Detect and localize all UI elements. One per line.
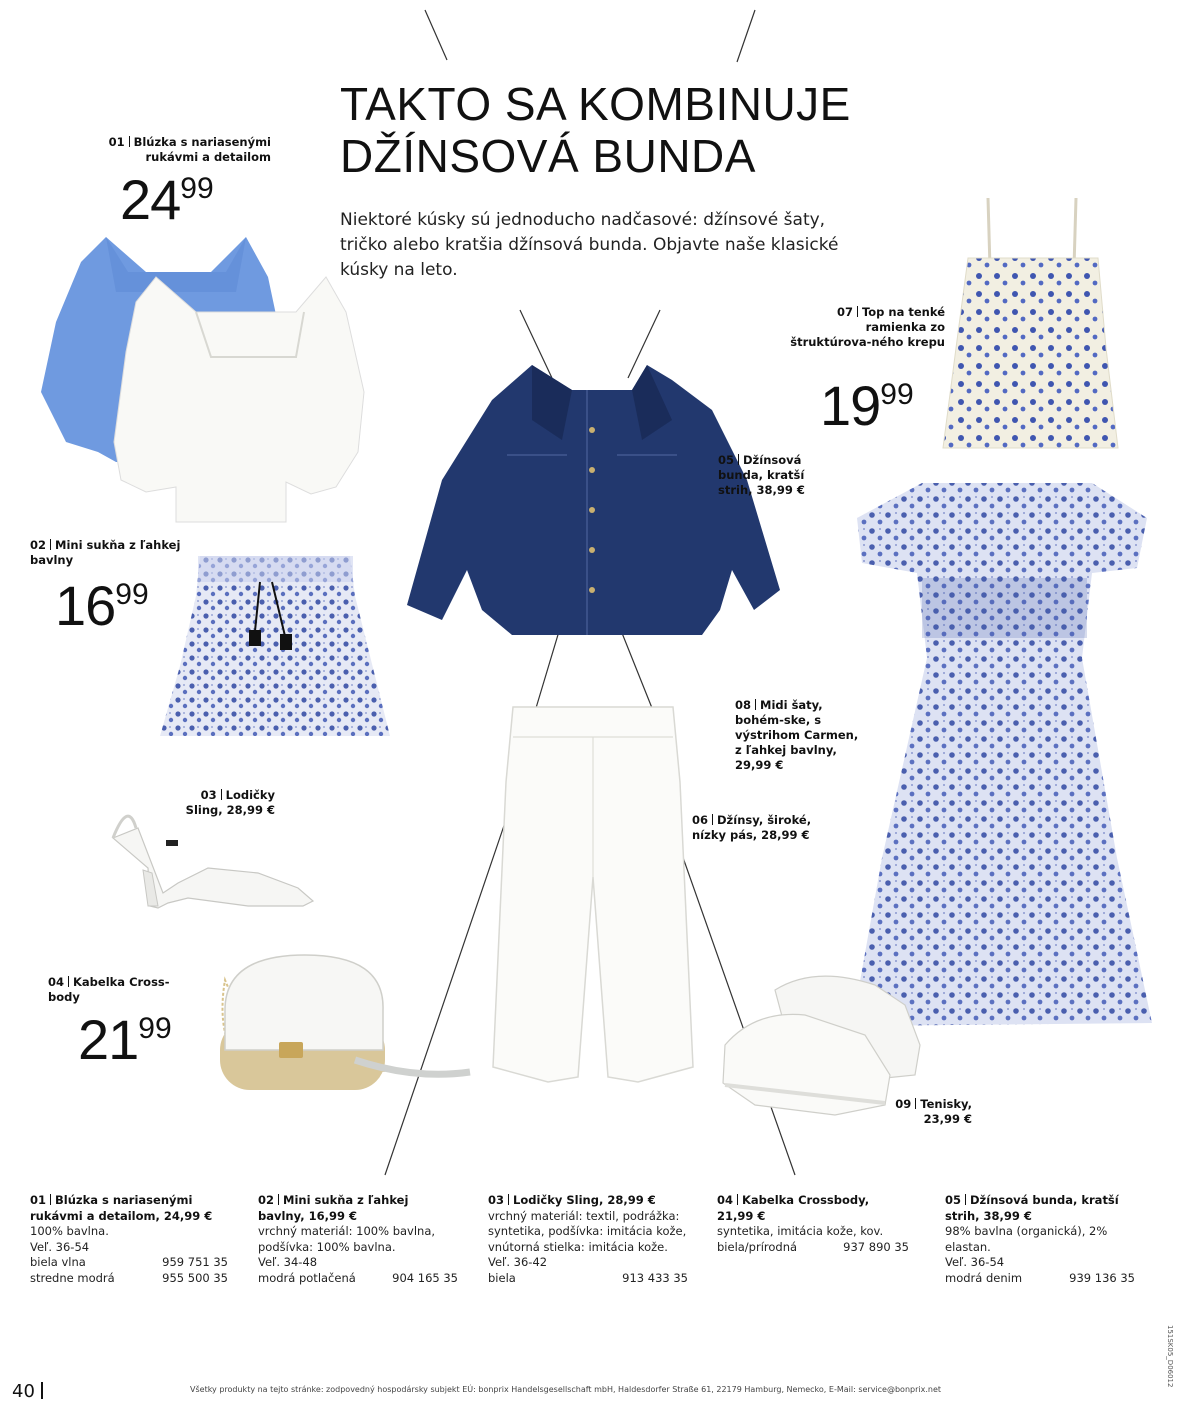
label-08-text: Midi šaty, bohém-ske, s výstrihom Carmen, z ľahkej bavlny, 29,99 € xyxy=(735,698,859,772)
variant-color: modrá potlačená xyxy=(258,1270,356,1285)
label-07-num: 07 xyxy=(836,305,853,319)
variant-code: 955 500 35 xyxy=(162,1270,228,1285)
label-03 xyxy=(170,788,275,818)
detail-04-title: Kabelka Crossbody, 21,99 € xyxy=(717,1193,870,1223)
mini-skirt-image xyxy=(160,556,390,746)
label-06-text: Džínsy, široké, nízky pás, 28,99 € xyxy=(692,813,812,842)
detail-02-title: Mini sukňa z ľahkej bavlny, 16,99 € xyxy=(258,1193,409,1223)
label-06 xyxy=(692,813,832,843)
variant-color: stredne modrá xyxy=(30,1270,115,1285)
catalog-code: 151SK05_D06012 xyxy=(1166,1325,1174,1388)
detail-01-line: 100% bavlna. xyxy=(30,1224,109,1238)
detail-05-line: 98% bavlna (organická), 2% elastan. xyxy=(945,1224,1108,1254)
detail-05-line: Veľ. 36-54 xyxy=(945,1255,1005,1269)
detail-05-title: Džínsová bunda, kratší strih, 38,99 € xyxy=(945,1193,1119,1223)
detail-03-line: vrchný materiál: textil, podrážka: syntetika, podšívka: imitácia kože, vnútorná stielka: imitácia kože. xyxy=(488,1208,687,1254)
label-03-num: 03 xyxy=(200,788,217,802)
page-number-bar xyxy=(41,1382,43,1399)
detail-05-variant xyxy=(945,1271,1135,1287)
detail-04-line: syntetika, imitácia kože, kov. xyxy=(717,1224,884,1238)
crossbody-bag-image xyxy=(205,950,475,1105)
label-01 xyxy=(75,135,271,165)
label-01-text: Blúzka s nariasenými rukávmi a detailom xyxy=(133,135,271,164)
detail-01-num: 01 xyxy=(30,1193,47,1207)
detail-02 xyxy=(258,1193,458,1286)
headline-line-1: TAKTO SA KOMBINUJE xyxy=(340,78,851,130)
label-05 xyxy=(718,453,823,498)
detail-01-variant xyxy=(30,1255,228,1271)
detail-04-num: 04 xyxy=(717,1193,734,1207)
detail-01 xyxy=(30,1193,228,1286)
label-04-text: Kabelka Cross-body xyxy=(48,975,170,1004)
detail-03-line: Veľ. 36-42 xyxy=(488,1255,548,1269)
variant-code: 913 433 35 xyxy=(622,1270,688,1285)
label-02-num: 02 xyxy=(30,538,47,552)
price-07-dec: 99 xyxy=(880,378,914,411)
price-07 xyxy=(820,374,914,437)
price-04-dec: 99 xyxy=(138,1012,172,1045)
variant-color: biela xyxy=(488,1270,516,1285)
label-03-text: Lodičky Sling, 28,99 € xyxy=(185,788,275,817)
variant-code: 904 165 35 xyxy=(392,1270,458,1285)
detail-03-variant xyxy=(488,1271,688,1287)
page-number xyxy=(12,1381,43,1402)
label-04-num: 04 xyxy=(48,975,65,989)
detail-05 xyxy=(945,1193,1135,1286)
label-06-num: 06 xyxy=(692,813,709,827)
intro-text: Niektoré kúsky sú jednoducho nadčasové: džínsové šaty, tričko alebo kratšia džínsová bunda. Objavte naše klasické kúsky na leto. xyxy=(340,210,839,280)
detail-03 xyxy=(488,1193,688,1286)
variant-color: modrá denim xyxy=(945,1270,1023,1285)
price-07-int: 19 xyxy=(820,374,881,437)
detail-01-line: Veľ. 36-54 xyxy=(30,1239,90,1254)
price-01 xyxy=(120,168,214,231)
label-08 xyxy=(735,698,865,773)
label-07-text: Top na tenké ramienka zo štruktúrova-ného krepu xyxy=(790,305,945,349)
price-02 xyxy=(55,574,149,637)
label-02-text: Mini sukňa z ľahkej bavlny xyxy=(30,538,181,567)
price-04-int: 21 xyxy=(78,1008,139,1071)
variant-color: biela vlna xyxy=(30,1255,86,1269)
label-05-num: 05 xyxy=(718,453,735,467)
label-05-text: Džínsová bunda, kratší strih, 38,99 € xyxy=(718,453,805,497)
price-01-dec: 99 xyxy=(180,172,214,205)
legal-disclaimer: Všetky produkty na tejto stránke: zodpovedný hospodársky subjekt EÚ: bonprix Handelsgesellschaft mbH, Haldesdorfer Straße 61, 22179 Hamburg, Nemecko, E-Mail: service@bonprix.net xyxy=(190,1385,942,1394)
detail-04-variant xyxy=(717,1240,909,1256)
detail-01-title: Blúzka s nariasenými rukávmi a detailom, 24,99 € xyxy=(30,1193,213,1223)
price-01-int: 24 xyxy=(120,168,181,231)
detail-03-num: 03 xyxy=(488,1193,505,1207)
price-02-int: 16 xyxy=(55,574,116,637)
price-02-dec: 99 xyxy=(115,578,149,611)
variant-code: 959 751 35 xyxy=(162,1255,228,1269)
detail-05-num: 05 xyxy=(945,1193,962,1207)
label-08-num: 08 xyxy=(735,698,752,712)
variant-code: 937 890 35 xyxy=(843,1239,909,1254)
label-07 xyxy=(790,305,945,350)
detail-02-line: Veľ. 34-48 xyxy=(258,1255,318,1269)
crepe-top-image xyxy=(938,198,1123,458)
detail-02-line: vrchný materiál: 100% bavlna, podšívka: 100% bavlna. xyxy=(258,1224,436,1254)
label-01-num: 01 xyxy=(108,135,125,149)
variant-code: 939 136 35 xyxy=(1069,1270,1135,1285)
denim-jacket-image xyxy=(402,360,782,650)
label-09-num: 09 xyxy=(895,1097,912,1111)
variant-color: biela/prírodná xyxy=(717,1239,798,1254)
page-number-text: 40 xyxy=(12,1381,35,1402)
label-09 xyxy=(880,1097,972,1127)
wide-jeans-image xyxy=(488,702,698,1087)
midi-dress-image xyxy=(852,478,1157,1038)
detail-03-title: Lodičky Sling, 28,99 € xyxy=(513,1193,656,1207)
detail-02-num: 02 xyxy=(258,1193,275,1207)
blouse-image xyxy=(36,232,396,532)
label-09-text: Tenisky, 23,99 € xyxy=(920,1097,972,1126)
detail-01-variant xyxy=(30,1271,228,1287)
headline-line-2: DŽÍNSOVÁ BUNDA xyxy=(340,130,756,182)
label-04 xyxy=(48,975,188,1005)
page-headline xyxy=(340,78,851,182)
detail-02-variant xyxy=(258,1271,458,1287)
price-04 xyxy=(78,1008,172,1071)
detail-04 xyxy=(717,1193,909,1255)
label-02 xyxy=(30,538,215,568)
